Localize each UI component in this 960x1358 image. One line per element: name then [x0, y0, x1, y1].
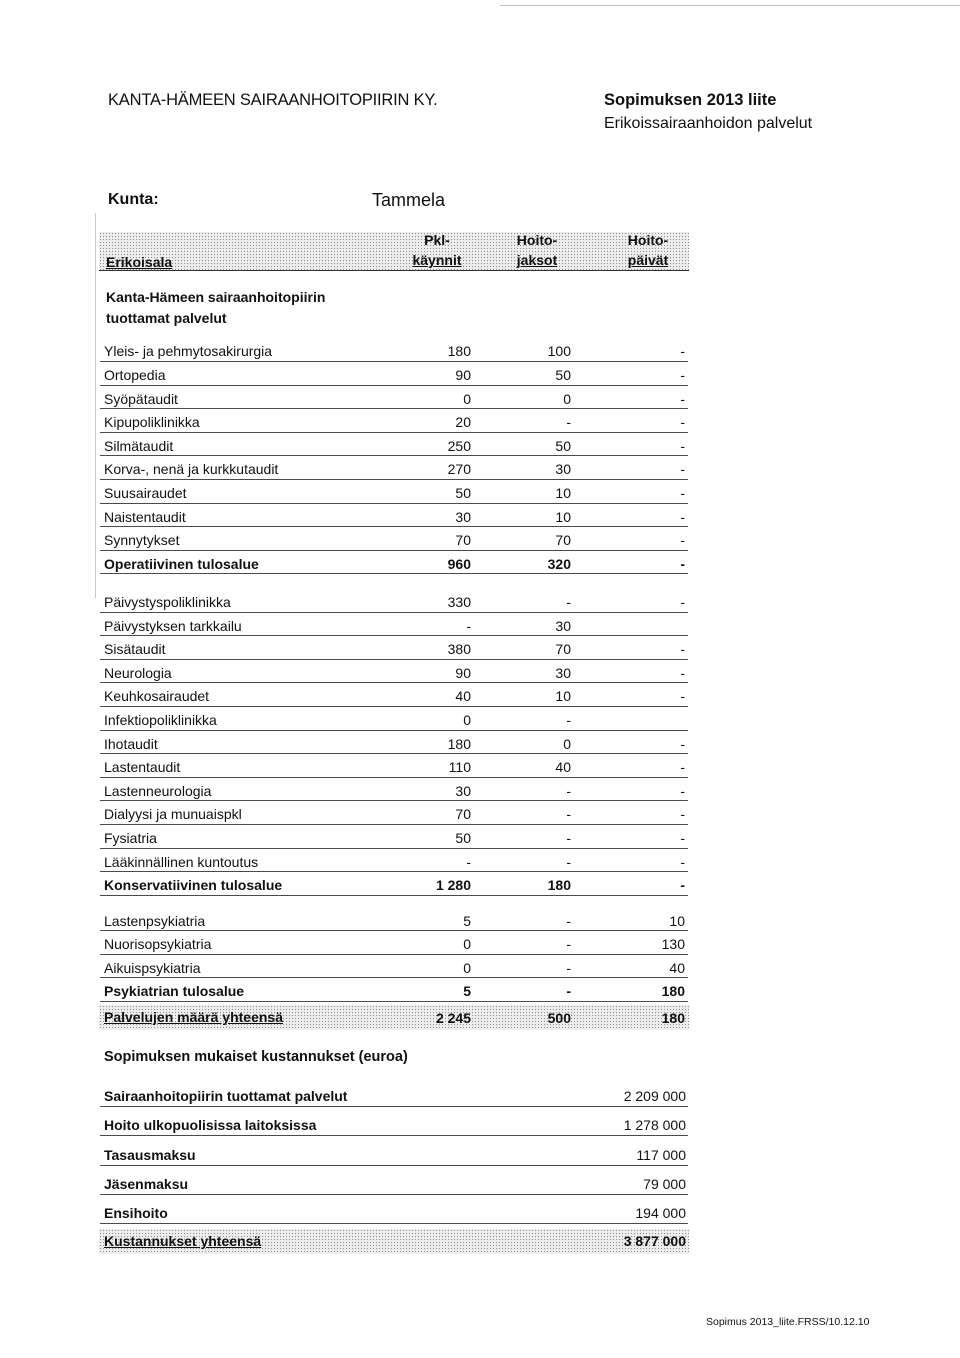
document-subtitle: Erikoissairaanhoidon palvelut: [604, 115, 813, 132]
scan-edge-line: [500, 5, 960, 6]
specialty-name: Aikuispsykiatria: [104, 959, 201, 976]
care-days-cell: -: [680, 508, 685, 525]
care-days-cell: -: [680, 461, 685, 478]
care-days-cell: -: [680, 664, 685, 681]
outpatient-visits-cell: 70: [455, 806, 471, 823]
care-episodes-cell: -: [566, 829, 571, 846]
total-care-days: 180: [661, 1010, 685, 1026]
specialty-name: Dialyysi ja munuaispkl: [104, 806, 242, 823]
table-section: [100, 338, 688, 574]
column-header-care-episodes: [497, 230, 577, 270]
subtotal-row: [100, 551, 688, 575]
care-days-cell: -: [680, 853, 685, 870]
column-header-line: Hoito-: [627, 232, 669, 248]
care-days-cell: -: [680, 594, 685, 610]
cost-row: [100, 1174, 688, 1195]
specialty-name: Sisätaudit: [104, 641, 166, 658]
table-row: [100, 362, 688, 386]
table-row: [100, 908, 688, 932]
costs-total-row: [99, 1229, 689, 1254]
specialty-name: Infektiopoliklinikka: [104, 711, 217, 728]
total-label: Palvelujen määrä yhteensä: [104, 1009, 283, 1025]
care-episodes-cell: 0: [563, 390, 571, 407]
cost-value: 1 278 000: [623, 1117, 686, 1134]
specialty-name: Lääkinnällinen kuntoutus: [104, 853, 259, 870]
outpatient-visits-cell: 5: [463, 912, 471, 929]
specialty-name: Syöpätaudit: [104, 390, 178, 407]
specialty-name: Silmätaudit: [104, 437, 174, 454]
column-header-line: Hoito-: [516, 232, 558, 248]
column-header-specialty: Erikoisala: [106, 254, 173, 270]
care-episodes-cell: 100: [547, 343, 571, 360]
table-header: [99, 232, 689, 271]
care-days-cell: -: [680, 759, 685, 776]
specialty-name: Lastentaudit: [104, 759, 181, 776]
table-row: [100, 683, 688, 707]
outpatient-visits-cell: 5: [463, 983, 471, 1000]
table-row: [100, 338, 688, 362]
table-row: [100, 955, 688, 979]
table-row: [100, 527, 688, 551]
cost-value: 79 000: [643, 1175, 686, 1192]
care-episodes-cell: -: [566, 806, 571, 823]
care-episodes-cell: 30: [555, 461, 571, 478]
care-days-cell: -: [680, 688, 685, 705]
municipality-value: Tammela: [372, 190, 446, 210]
specialty-name: Lastenneurologia: [104, 782, 212, 799]
care-days-cell: 10: [669, 912, 685, 929]
care-episodes-cell: -: [566, 983, 571, 1000]
care-episodes-cell: -: [566, 782, 571, 799]
care-episodes-cell: 10: [555, 508, 571, 525]
municipality-label: Kunta:: [108, 191, 159, 208]
outpatient-visits-cell: 0: [463, 936, 471, 953]
table-row: [100, 480, 688, 504]
care-days-cell: -: [680, 366, 685, 383]
column-header-line: jaksot: [516, 252, 558, 268]
outpatient-visits-cell: 0: [463, 390, 471, 407]
outpatient-visits-cell: -: [466, 617, 471, 634]
total-outpatient-visits: 2 245: [435, 1010, 471, 1026]
total-care-episodes: 500: [547, 1010, 571, 1026]
outpatient-visits-cell: 20: [455, 414, 471, 431]
outpatient-visits-cell: 250: [447, 437, 471, 454]
specialty-name: Suusairaudet: [104, 484, 187, 501]
subtotal-label: Konservatiivinen tulosalue: [104, 877, 283, 894]
care-episodes-cell: -: [566, 853, 571, 870]
care-episodes-cell: -: [566, 936, 571, 953]
cost-label: Jäsenmaksu: [104, 1175, 189, 1192]
outpatient-visits-cell: 30: [455, 782, 471, 799]
care-days-cell: 40: [669, 959, 685, 976]
document-title: Sopimuksen 2013 liite: [604, 91, 777, 109]
specialty-name: Synnytykset: [104, 532, 180, 549]
outpatient-visits-cell: 960: [447, 555, 471, 572]
table-section: [100, 589, 688, 896]
care-episodes-cell: 40: [555, 759, 571, 776]
table-row: [100, 660, 688, 684]
services-total-row: [99, 1005, 689, 1030]
care-days-cell: -: [680, 641, 685, 658]
care-days-cell: -: [680, 437, 685, 454]
cost-row: [100, 1086, 688, 1107]
care-episodes-cell: 0: [563, 735, 571, 752]
care-episodes-cell: 320: [547, 555, 571, 572]
care-days-cell: -: [680, 806, 685, 823]
outpatient-visits-cell: 90: [455, 664, 471, 681]
care-episodes-cell: -: [566, 959, 571, 976]
cost-value: 2 209 000: [623, 1088, 686, 1104]
outpatient-visits-cell: 50: [455, 829, 471, 846]
specialty-name: Neurologia: [104, 664, 172, 681]
costs-heading: Sopimuksen mukaiset kustannukset (euroa): [104, 1049, 408, 1065]
care-episodes-cell: 50: [555, 366, 571, 383]
costs-total-label: Kustannukset yhteensä: [104, 1233, 262, 1249]
outpatient-visits-cell: 50: [455, 484, 471, 501]
care-episodes-cell: -: [566, 414, 571, 431]
subtotal-label: Psykiatrian tulosalue: [104, 983, 245, 1000]
outpatient-visits-cell: 180: [447, 735, 471, 752]
cost-label: Tasausmaksu: [104, 1146, 196, 1163]
specialty-name: Fysiatria: [104, 829, 157, 846]
organization-name: KANTA-HÄMEEN SAIRAANHOITOPIIRIN KY.: [108, 91, 438, 109]
table-row: [100, 849, 688, 873]
care-episodes-cell: -: [566, 912, 571, 929]
column-header-line: päivät: [627, 252, 669, 268]
care-days-cell: -: [680, 532, 685, 549]
care-episodes-cell: 50: [555, 437, 571, 454]
table-row: [100, 409, 688, 433]
care-days-cell: -: [680, 390, 685, 407]
care-days-cell: -: [680, 414, 685, 431]
table-row: [100, 778, 688, 802]
cost-value: 117 000: [636, 1146, 686, 1163]
care-days-cell: 180: [661, 983, 685, 1000]
table-row: [100, 504, 688, 528]
outpatient-visits-cell: 0: [463, 711, 471, 728]
care-episodes-cell: 30: [555, 664, 571, 681]
column-header-outpatient-visits: [397, 230, 477, 270]
column-header-line: käynnit: [412, 252, 462, 268]
care-days-cell: -: [680, 555, 685, 572]
table-row: [100, 636, 688, 660]
outpatient-visits-cell: 380: [447, 641, 471, 658]
specialty-name: Yleis- ja pehmytosakirurgia: [104, 343, 273, 360]
cost-row: [100, 1203, 688, 1224]
specialty-name: Ihotaudit: [104, 735, 158, 752]
table-row: [100, 433, 688, 457]
care-episodes-cell: 70: [555, 532, 571, 549]
outpatient-visits-cell: 70: [455, 532, 471, 549]
cost-row: [100, 1145, 688, 1166]
left-margin-line: [95, 213, 96, 598]
outpatient-visits-cell: -: [466, 853, 471, 870]
cost-label: Hoito ulkopuolisissa laitoksissa: [104, 1117, 317, 1134]
care-days-cell: -: [680, 829, 685, 846]
table-row: [100, 825, 688, 849]
outpatient-visits-cell: 1 280: [435, 877, 471, 894]
subtotal-label: Operatiivinen tulosalue: [104, 555, 259, 572]
care-days-cell: 130: [661, 936, 685, 953]
care-episodes-cell: 10: [555, 688, 571, 705]
specialty-name: Ortopedia: [104, 366, 166, 383]
table-row: [100, 931, 688, 955]
care-episodes-cell: 180: [547, 877, 571, 894]
care-episodes-cell: 70: [555, 641, 571, 658]
care-episodes-cell: 30: [555, 617, 571, 634]
care-days-cell: -: [680, 782, 685, 799]
cost-label: Sairaanhoitopiirin tuottamat palvelut: [104, 1088, 348, 1104]
outpatient-visits-cell: 330: [447, 594, 471, 610]
outpatient-visits-cell: 180: [447, 343, 471, 360]
care-episodes-cell: 10: [555, 484, 571, 501]
section-heading: tuottamat palvelut: [106, 310, 227, 326]
care-days-cell: -: [680, 877, 685, 894]
table-row: [100, 613, 688, 637]
subtotal-row: [100, 872, 688, 896]
care-episodes-cell: -: [566, 594, 571, 610]
table-row: [100, 456, 688, 480]
specialty-name: Korva-, nenä ja kurkkutaudit: [104, 461, 279, 478]
cost-row: [100, 1115, 688, 1136]
subtotal-row: [100, 978, 688, 1002]
specialty-name: Naistentaudit: [104, 508, 186, 525]
table-row: [100, 386, 688, 410]
cost-value: 194 000: [635, 1205, 686, 1221]
outpatient-visits-cell: 110: [448, 759, 471, 776]
care-days-cell: -: [680, 484, 685, 501]
outpatient-visits-cell: 270: [447, 461, 471, 478]
column-header-line: Pkl-: [424, 232, 450, 248]
column-header-care-days: [608, 230, 688, 270]
table-row: [100, 731, 688, 755]
table-row: [100, 707, 688, 731]
outpatient-visits-cell: 90: [455, 366, 471, 383]
care-episodes-cell: -: [566, 711, 571, 728]
table-row: [100, 801, 688, 825]
footer-reference: Sopimus 2013_liite.FRSS/10.12.10: [706, 1316, 870, 1328]
table-section: [100, 908, 688, 1002]
specialty-name: Nuorisopsykiatria: [104, 936, 212, 953]
table-row: [100, 754, 688, 778]
specialty-name: Päivystyspoliklinikka: [104, 594, 231, 610]
outpatient-visits-cell: 40: [455, 688, 471, 705]
specialty-name: Päivystyksen tarkkailu: [104, 617, 242, 634]
cost-label: Ensihoito: [104, 1205, 168, 1221]
specialty-name: Keuhkosairaudet: [104, 688, 210, 705]
care-days-cell: -: [680, 343, 685, 360]
table-row: [100, 589, 688, 613]
section-heading: Kanta-Hämeen sairaanhoitopiirin: [106, 289, 326, 305]
outpatient-visits-cell: 0: [463, 959, 471, 976]
outpatient-visits-cell: 30: [455, 508, 471, 525]
specialty-name: Kipupoliklinikka: [104, 414, 200, 431]
care-days-cell: -: [680, 735, 685, 752]
specialty-name: Lastenpsykiatria: [104, 912, 206, 929]
costs-total-value: 3 877 000: [623, 1233, 686, 1249]
